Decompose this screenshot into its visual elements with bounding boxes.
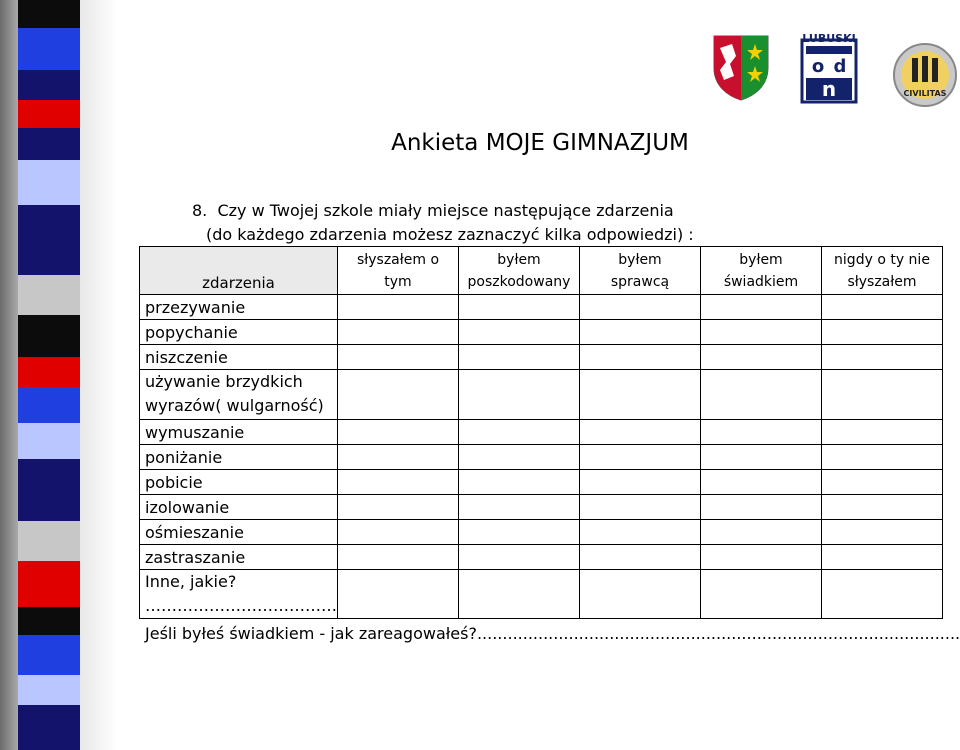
answer-cell[interactable] bbox=[822, 370, 943, 420]
answer-cell[interactable] bbox=[338, 320, 459, 345]
row-label: pobicie bbox=[140, 470, 338, 495]
row-label: niszczenie bbox=[140, 345, 338, 370]
answer-cell[interactable] bbox=[459, 295, 580, 320]
survey-table bbox=[139, 246, 943, 619]
answer-cell[interactable] bbox=[822, 545, 943, 570]
header-victim: byłem poszkodowany bbox=[459, 247, 580, 295]
answer-cell[interactable] bbox=[701, 470, 822, 495]
answer-cell[interactable] bbox=[459, 470, 580, 495]
answer-cell[interactable] bbox=[338, 370, 459, 420]
answer-cell[interactable] bbox=[822, 345, 943, 370]
row-label: popychanie bbox=[140, 320, 338, 345]
answer-cell[interactable] bbox=[580, 470, 701, 495]
header-witness: byłem świadkiem bbox=[701, 247, 822, 295]
answer-cell[interactable] bbox=[580, 320, 701, 345]
answer-cell[interactable] bbox=[459, 495, 580, 520]
logos bbox=[708, 32, 958, 112]
answer-cell[interactable] bbox=[338, 445, 459, 470]
answer-cell[interactable] bbox=[822, 520, 943, 545]
answer-cell[interactable] bbox=[459, 445, 580, 470]
question-line-1 bbox=[192, 199, 752, 223]
answer-cell[interactable] bbox=[701, 295, 822, 320]
answer-cell[interactable] bbox=[459, 545, 580, 570]
svg-text:o: o bbox=[811, 56, 825, 77]
svg-text:n: n bbox=[821, 77, 837, 101]
question-number: 8. bbox=[192, 201, 208, 220]
answer-cell[interactable] bbox=[822, 420, 943, 445]
table-row bbox=[140, 570, 943, 619]
page-title: Ankieta MOJE GIMNAZJUM bbox=[391, 130, 689, 156]
table-row bbox=[140, 445, 943, 470]
question-line-2: (do każdego zdarzenia możesz zaznaczyć kilka odpowiedzi) : bbox=[206, 225, 694, 244]
answer-cell[interactable] bbox=[701, 370, 822, 420]
answer-cell[interactable] bbox=[459, 570, 580, 619]
answer-cell[interactable] bbox=[822, 570, 943, 619]
answer-cell[interactable] bbox=[580, 420, 701, 445]
answer-cell[interactable] bbox=[701, 520, 822, 545]
answer-cell[interactable] bbox=[459, 345, 580, 370]
answer-cell[interactable] bbox=[459, 370, 580, 420]
civilitas-text: CIVILITAS bbox=[903, 89, 947, 98]
answer-cell[interactable] bbox=[701, 545, 822, 570]
answer-cell[interactable] bbox=[822, 445, 943, 470]
answer-cell[interactable] bbox=[701, 345, 822, 370]
answer-cell[interactable] bbox=[701, 420, 822, 445]
answer-cell[interactable] bbox=[580, 445, 701, 470]
header-never-heard: nigdy o ty nie słyszałem bbox=[822, 247, 943, 295]
table-row bbox=[140, 370, 943, 420]
table-row bbox=[140, 345, 943, 370]
answer-cell[interactable] bbox=[459, 520, 580, 545]
footer-question: Jeśli byłeś świadkiem - jak zareagowałeś?............................................................................................... bbox=[145, 624, 960, 643]
answer-cell[interactable] bbox=[338, 470, 459, 495]
table-row bbox=[140, 320, 943, 345]
question bbox=[192, 199, 752, 247]
answer-cell[interactable] bbox=[580, 495, 701, 520]
row-label: przezywanie bbox=[140, 295, 338, 320]
decorative-strip bbox=[0, 0, 118, 750]
answer-cell[interactable] bbox=[580, 570, 701, 619]
civilitas-logo bbox=[892, 42, 958, 108]
header-heard: słyszałem o tym bbox=[338, 247, 459, 295]
answer-cell[interactable] bbox=[580, 545, 701, 570]
answer-cell[interactable] bbox=[822, 495, 943, 520]
answer-cell[interactable] bbox=[701, 445, 822, 470]
row-label: używanie brzydkich wyrazów( wulgarność) bbox=[140, 370, 338, 420]
answer-cell[interactable] bbox=[338, 345, 459, 370]
answer-cell[interactable] bbox=[338, 570, 459, 619]
answer-cell[interactable] bbox=[459, 420, 580, 445]
decorative-bars bbox=[18, 0, 80, 750]
lubuski-odn-logo bbox=[798, 32, 860, 106]
row-label: wymuszanie bbox=[140, 420, 338, 445]
answer-cell[interactable] bbox=[580, 370, 701, 420]
answer-cell[interactable] bbox=[701, 570, 822, 619]
answer-cell[interactable] bbox=[338, 545, 459, 570]
table-row bbox=[140, 495, 943, 520]
row-label: Inne, jakie? ……………………………… bbox=[140, 570, 338, 619]
answer-cell[interactable] bbox=[338, 520, 459, 545]
svg-text:d: d bbox=[833, 56, 847, 77]
answer-cell[interactable] bbox=[338, 495, 459, 520]
table-row bbox=[140, 545, 943, 570]
row-label: zastraszanie bbox=[140, 545, 338, 570]
row-label: izolowanie bbox=[140, 495, 338, 520]
table-row bbox=[140, 520, 943, 545]
table-row bbox=[140, 295, 943, 320]
question-text-1: Czy w Twojej szkole miały miejsce następujące zdarzenia bbox=[217, 201, 674, 220]
answer-cell[interactable] bbox=[338, 295, 459, 320]
answer-cell[interactable] bbox=[701, 495, 822, 520]
answer-cell[interactable] bbox=[580, 345, 701, 370]
table-row bbox=[140, 470, 943, 495]
row-label: ośmieszanie bbox=[140, 520, 338, 545]
answer-cell[interactable] bbox=[822, 470, 943, 495]
answer-cell[interactable] bbox=[701, 320, 822, 345]
answer-cell[interactable] bbox=[338, 420, 459, 445]
answer-cell[interactable] bbox=[580, 295, 701, 320]
row-label: poniżanie bbox=[140, 445, 338, 470]
lubuski-text: LUBUSKI bbox=[802, 32, 856, 45]
answer-cell[interactable] bbox=[822, 320, 943, 345]
answer-cell[interactable] bbox=[459, 320, 580, 345]
header-perpetrator: byłem sprawcą bbox=[580, 247, 701, 295]
table-header-row bbox=[140, 247, 943, 295]
coat-of-arms-logo bbox=[712, 34, 770, 102]
answer-cell[interactable] bbox=[580, 520, 701, 545]
header-events: zdarzenia bbox=[140, 247, 338, 295]
answer-cell[interactable] bbox=[822, 295, 943, 320]
table-row bbox=[140, 420, 943, 445]
